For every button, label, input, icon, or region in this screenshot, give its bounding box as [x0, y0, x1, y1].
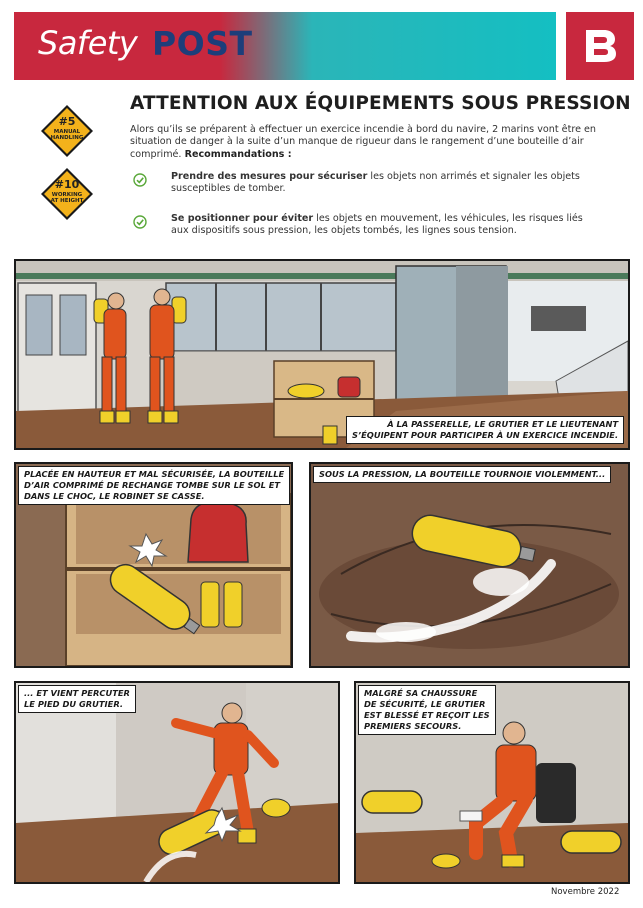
panel-caption: À LA PASSERELLE, LE GRUTIER ET LE LIEUTENANT S’ÉQUIPENT POUR PARTICIPER À UN EXERCICE INCENDIE.: [346, 416, 624, 444]
panel-caption: MALGRÉ SA CHAUSSURE DE SÉCURITÉ, LE GRUTIER EST BLESSÉ ET REÇOIT LES PREMIERS SECOURS.: [358, 685, 496, 735]
check-icon: [133, 215, 147, 229]
comic-panel-4: [14, 681, 340, 884]
comic-panel-2: [14, 462, 293, 668]
recommendation-rest: les objets en mouvement, les véhicules, les risques liés aux dispositifs sous pression, les objets tombés, les lignes sous tension.: [171, 213, 583, 237]
publication-date: Novembre 2022: [551, 887, 620, 897]
comic-panel-3: [309, 462, 630, 668]
intro-bold: Recommandations :: [184, 148, 292, 160]
comic-panel-5: [354, 681, 630, 884]
sign-manual-handling: [40, 104, 94, 158]
panel-caption: ... ET VIENT PERCUTER LE PIED DU GRUTIER.: [18, 685, 136, 713]
brand-b-icon: [580, 26, 620, 66]
check-icon: [133, 173, 147, 187]
recommendation-rest: les objets non arrimés et signaler les objets susceptibles de tomber.: [171, 171, 580, 195]
sign-number: #10: [54, 178, 80, 191]
intro-paragraph: [130, 124, 608, 161]
logo-post-text: POST: [152, 24, 253, 63]
recommendation-bold: Se positionner pour éviter: [171, 213, 314, 224]
page-title: ATTENTION AUX ÉQUIPEMENTS SOUS PRESSION: [130, 93, 631, 114]
comic-panel-1: [14, 259, 630, 450]
sign-number: #5: [58, 115, 76, 128]
sign-label: WORKING AT HEIGHT: [50, 192, 84, 204]
logo-safety-text: Safety: [38, 24, 138, 62]
recommendation-text: [171, 171, 591, 196]
panel-caption: PLACÉE EN HAUTEUR ET MAL SÉCURISÉE, LA BOUTEILLE D’AIR COMPRIMÉ DE RECHANGE TOMBE SUR LE SOL ET DANS LE CHOC, LE ROBINET SE CASSE.: [18, 466, 290, 505]
intro-text: Alors qu’ils se préparent à effectuer un exercice incendie à bord du navire, 2 marins vont être en situation de danger à la suite d’un manque de rigueur dans le rangement d’une bouteille d’air comprimé.: [130, 124, 597, 160]
spinning-cylinder-illustration: [311, 464, 628, 666]
recommendation-text: [171, 213, 591, 238]
panel-caption: SOUS LA PRESSION, LA BOUTEILLE TOURNOIE VIOLEMMENT...: [313, 466, 611, 483]
recommendation-bold: Prendre des mesures pour sécuriser: [171, 171, 368, 182]
sign-working-at-height: [40, 167, 94, 221]
brand-logo: [566, 12, 634, 80]
sign-label: MANUAL HANDLING: [50, 129, 84, 141]
